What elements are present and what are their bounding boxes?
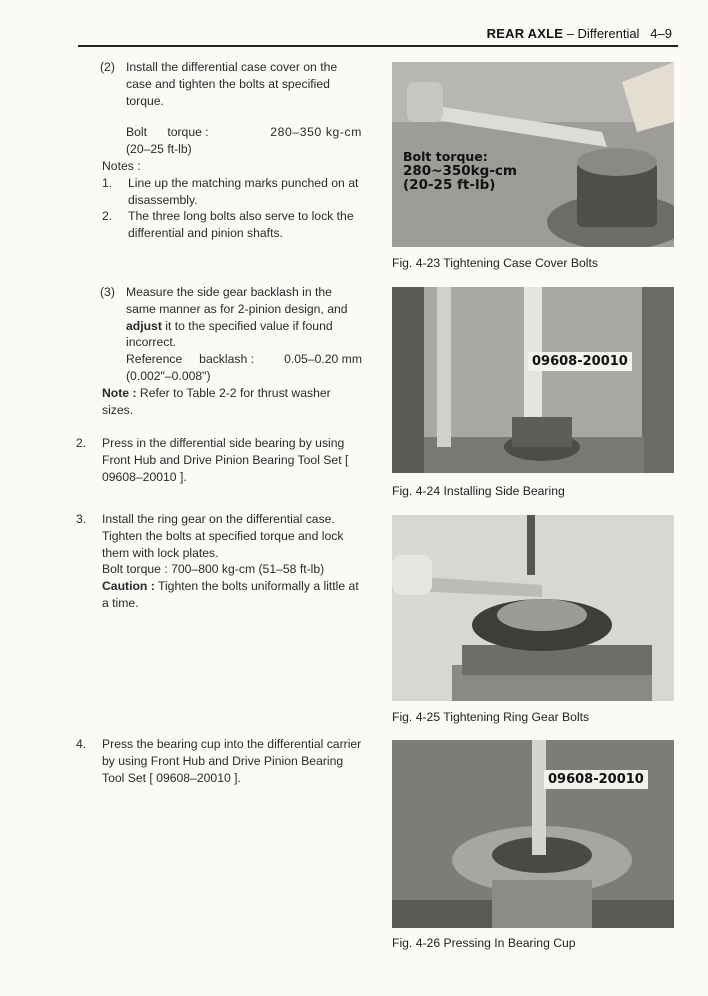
note-text: Line up the matching marks punched on at disassembly.: [128, 175, 359, 207]
item-4: [76, 736, 362, 786]
overlay-line: Bolt torque:: [403, 149, 488, 164]
step-cover-text: Install the differential case cover on the case and tighten the bolts at specified torque.: [126, 60, 338, 108]
backlash-text-bold: adjust: [126, 318, 162, 333]
note-num: 2.: [102, 209, 113, 224]
item-num: 4.: [76, 737, 87, 751]
page-number: 4–9: [650, 26, 672, 41]
note-num: 1.: [102, 175, 113, 190]
bolt-torque-ftlb: (20–25 ft-lb): [126, 142, 192, 157]
note-text: Refer to Table 2-2 for thrust washer sizes.: [102, 385, 331, 417]
step-backlash: [100, 284, 362, 418]
figure-overlay-label: [403, 150, 517, 192]
step-cover-num: (2): [100, 60, 115, 74]
item-text: Press in the differential side bearing by using Front Hub and Drive Pinion Bearing Tool Set [ 09608–20010 ].: [102, 436, 349, 484]
item-text: Install the ring gear on the differential case. Tighten the bolts at specified torque and lock them with lock plates.: [102, 512, 344, 560]
figure-photo: [392, 740, 674, 928]
photo-ring-gear-bolts: [392, 515, 674, 701]
figure-overlay-label: 09608-20010: [528, 352, 632, 371]
overlay-line: 280~350kg-cm: [403, 163, 517, 179]
step-backlash-text: [126, 284, 362, 351]
page-header: [487, 26, 672, 41]
item-torque: Bolt torque : 700–800 kg-cm (51–58 ft-lb): [102, 562, 325, 577]
step-cover: [100, 59, 362, 242]
bolt-torque-value: 280–350 kg-cm: [270, 125, 362, 140]
notes-label: Notes :: [102, 158, 141, 173]
overlay-line: (20-25 ft-lb): [403, 177, 496, 193]
photo-side-bearing: [392, 287, 674, 473]
item-text: Press the bearing cup into the differential carrier by using Front Hub and Drive Pinion Bearing Tool Set [ 09608–20010 ].: [102, 737, 362, 785]
figure-caption: Fig. 4-25 Tightening Ring Gear Bolts: [392, 710, 590, 724]
figure-caption: Fig. 4-23 Tightening Case Cover Bolts: [392, 256, 598, 270]
note-text: The three long bolts also serve to lock the differential and pinion shafts.: [128, 209, 354, 241]
backlash-text-b: it to the specified value if found incorrect.: [126, 318, 333, 350]
header-subsection: – Differential: [563, 26, 640, 41]
item-num: 3.: [76, 512, 87, 526]
caution: [102, 578, 362, 612]
reference-backlash-value: 0.05–0.20 mm: [284, 352, 362, 367]
backlash-text-a: Measure the side gear backlash in the same manner as for 2-pinion design, and: [126, 285, 348, 316]
figure-overlay-label: 09608-20010: [544, 770, 648, 789]
step-backlash-num: (3): [100, 285, 115, 299]
reference-backlash-label: Reference backlash :: [126, 352, 255, 367]
caution-text: Tighten the bolts uniformally a little at a time.: [102, 579, 359, 610]
item-num: 2.: [76, 436, 87, 450]
figure-caption: Fig. 4-24 Installing Side Bearing: [392, 484, 565, 498]
photo-bearing-cup: [392, 740, 674, 928]
note-label: Note :: [102, 385, 137, 400]
bolt-torque-label: Bolt torque :: [126, 125, 209, 140]
figure-caption: Fig. 4-26 Pressing In Bearing Cup: [392, 936, 576, 950]
caution-label: Caution :: [102, 579, 155, 594]
figure-photo: [392, 287, 674, 473]
header-section: REAR AXLE: [486, 26, 564, 41]
note-item: [102, 175, 362, 209]
item-2: [76, 435, 362, 485]
note-item: [102, 208, 362, 242]
note-backlash: [102, 385, 362, 419]
item-3: [76, 511, 362, 612]
reference-backlash-inch: (0.002"–0.008"): [126, 368, 211, 383]
header-rule: [78, 45, 678, 47]
figure-photo: [392, 515, 674, 701]
